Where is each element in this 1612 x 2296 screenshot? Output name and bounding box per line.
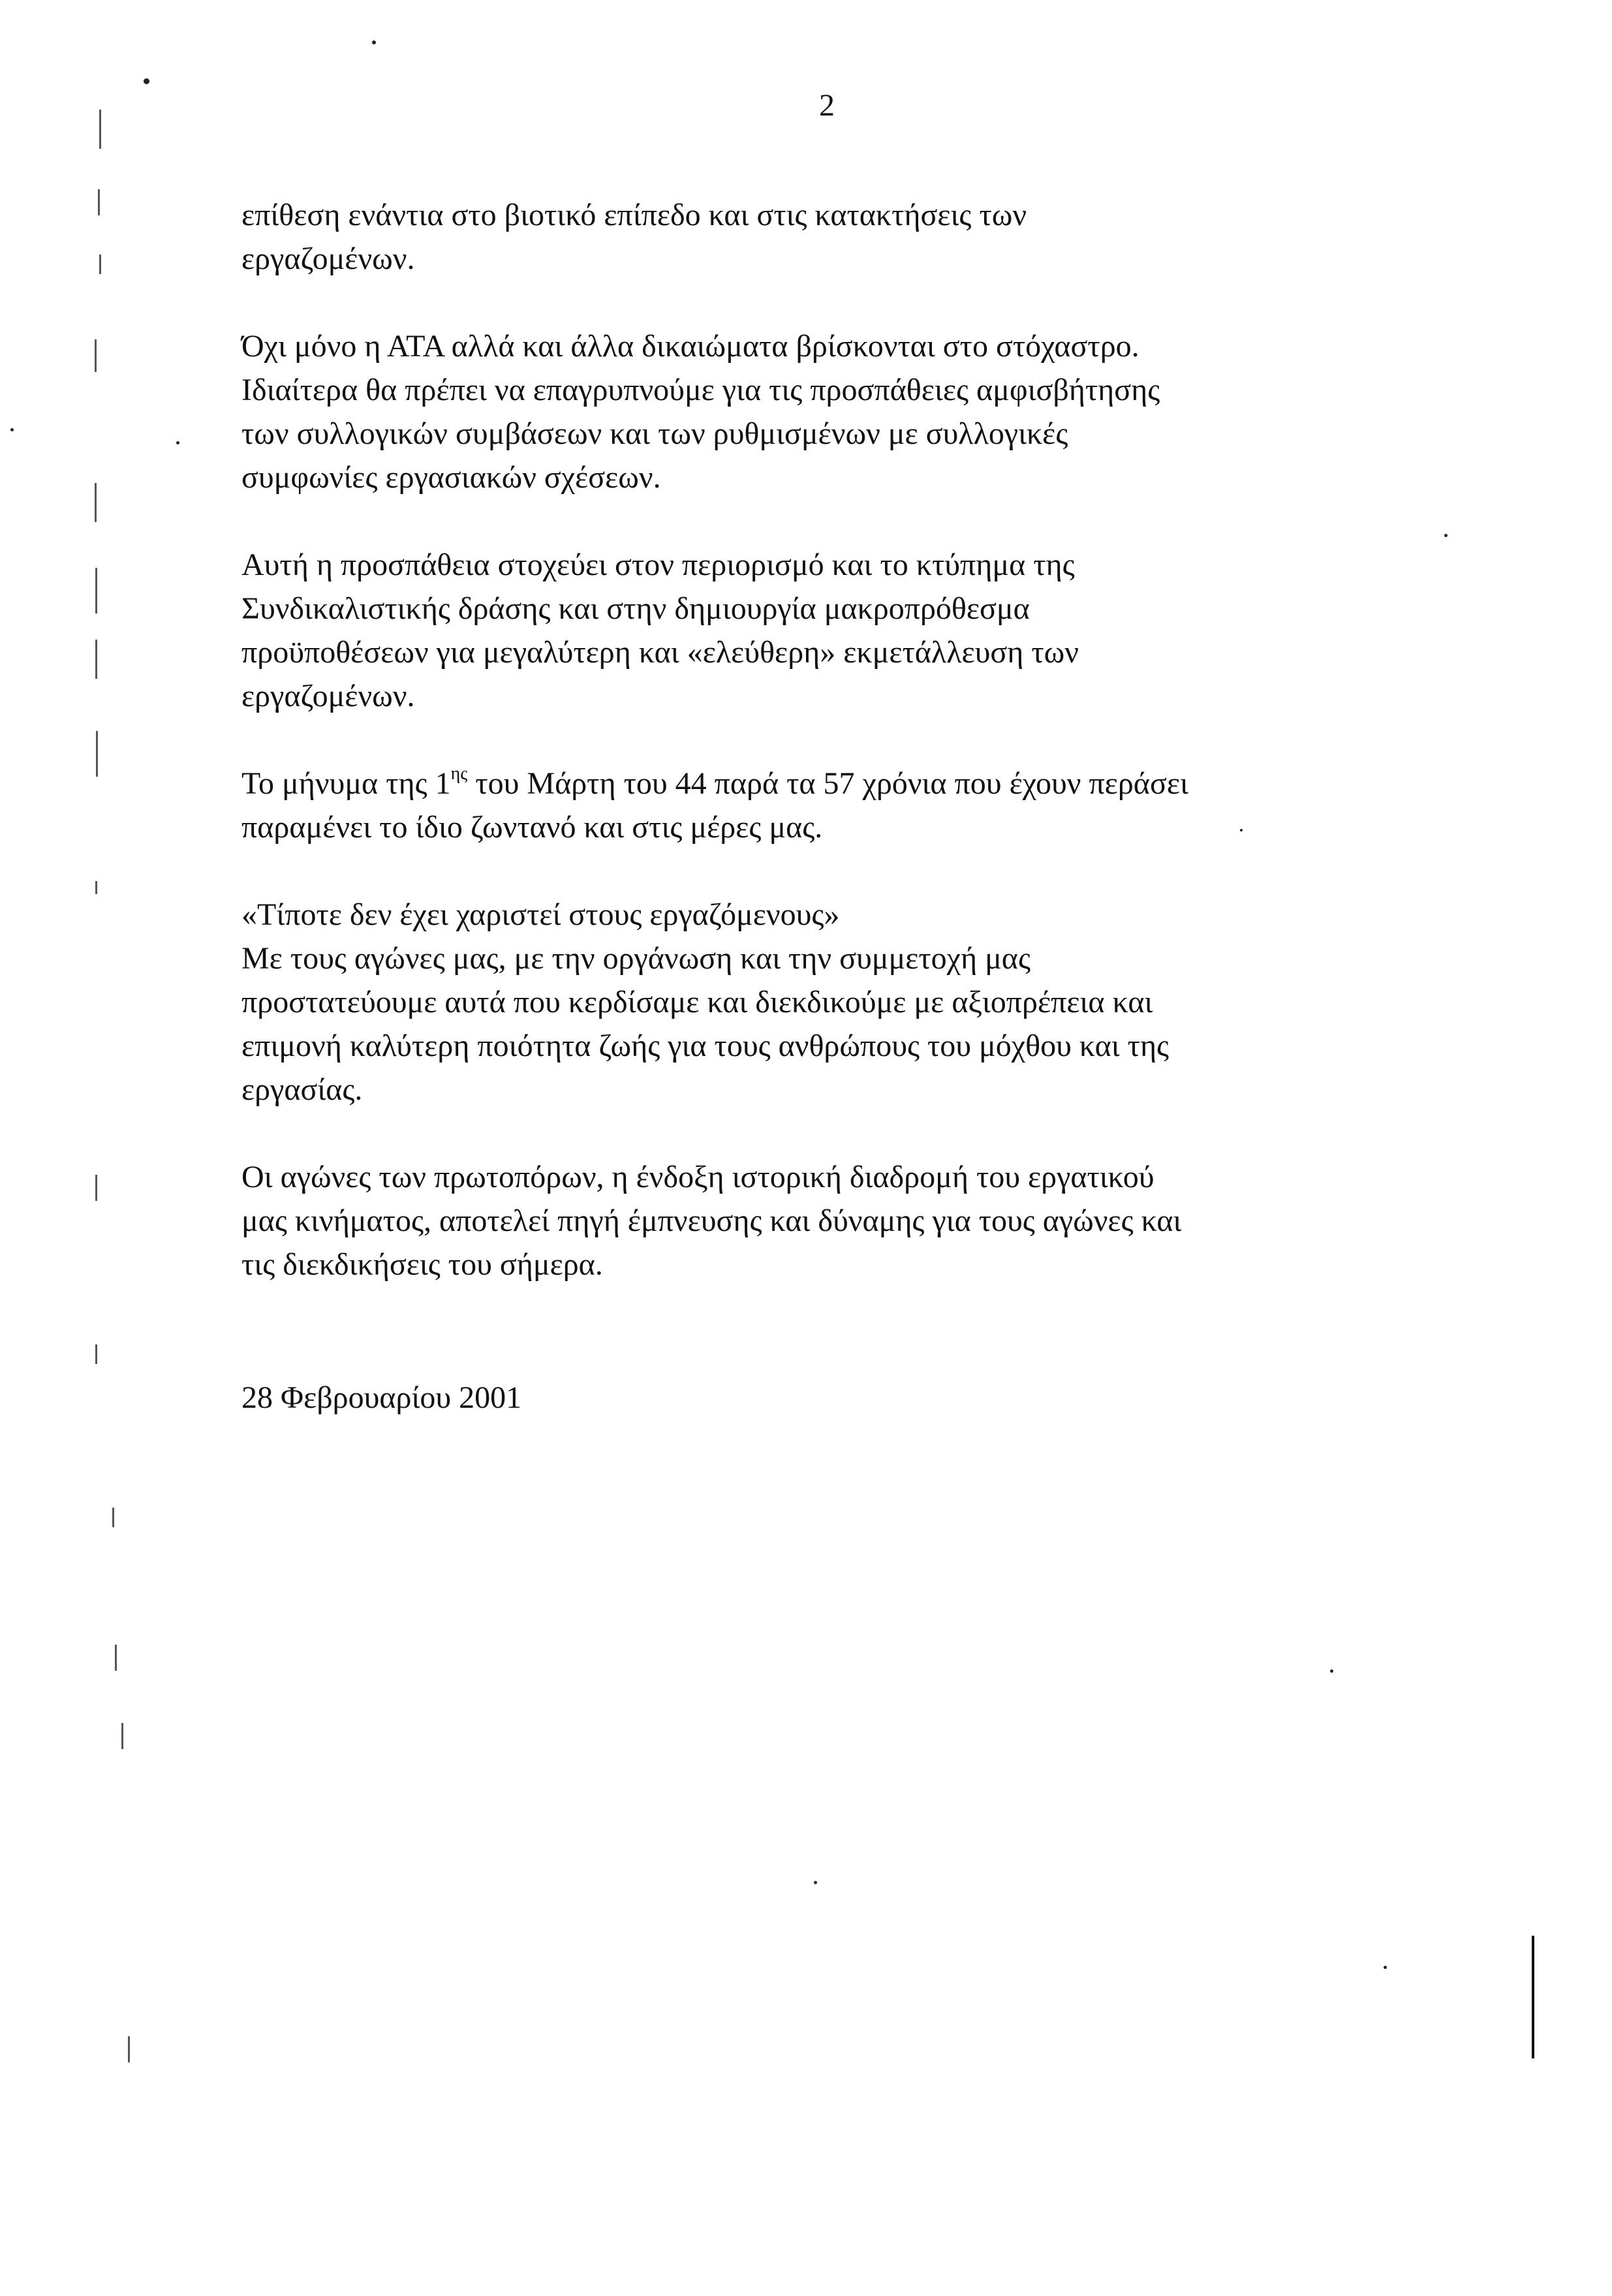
text-segment: του Μάρτη του 44 παρά τα 57 χρόνια που έχουν περάσει xyxy=(467,766,1188,801)
scan-margin-mark xyxy=(98,189,100,215)
paragraph-5 xyxy=(241,893,1442,1111)
quote-line: «Τίποτε δεν έχει χαριστεί στους εργαζόμενους» xyxy=(241,897,840,932)
scan-margin-mark xyxy=(112,1508,114,1527)
text-line: προϋποθέσεων για μεγαλύτερη και «ελεύθερη» εκμετάλλευση των xyxy=(241,635,1079,670)
scan-speck xyxy=(1330,1669,1333,1673)
scan-edge-line xyxy=(1532,1936,1534,2058)
scan-margin-mark xyxy=(96,731,98,777)
scan-speck xyxy=(1444,534,1448,537)
scan-margin-mark xyxy=(95,483,97,522)
text-line: προστατεύουμε αυτά που κερδίσαμε και διεκδικούμε με αξιοπρέπεια και xyxy=(241,985,1153,1019)
text-line-with-superscript xyxy=(241,762,1442,805)
text-line: επιμονή καλύτερη ποιότητα ζωής για τους ανθρώπους του μόχθου και της xyxy=(241,1029,1170,1063)
scan-speck xyxy=(10,428,14,431)
text-line: Όχι μόνο η ΑΤΑ αλλά και άλλα δικαιώματα βρίσκονται στο στόχαστρο. xyxy=(241,329,1139,364)
scan-speck xyxy=(1240,829,1243,831)
paragraph-2 xyxy=(241,324,1442,499)
text-line: Αυτή η προσπάθεια στοχεύει στον περιορισμό και το κτύπημα της xyxy=(241,548,1075,582)
scan-margin-mark xyxy=(128,2036,130,2062)
scan-margin-mark xyxy=(99,110,101,149)
text-line: εργασίας. xyxy=(241,1072,363,1107)
ordinal-superscript: ης xyxy=(450,764,468,784)
text-line: των συλλογικών συμβάσεων και των ρυθμισμένων με συλλογικές xyxy=(241,416,1068,451)
text-line: Με τους αγώνες μας, με την οργάνωση και την συμμετοχή μας xyxy=(241,941,1031,976)
scan-margin-mark xyxy=(115,1645,117,1671)
scan-speck xyxy=(814,1881,817,1884)
text-line: επίθεση ενάντια στο βιοτικό επίπεδο και στις κατακτήσεις των xyxy=(241,198,1027,232)
page-number: 2 xyxy=(819,88,835,123)
paragraph-3 xyxy=(241,543,1442,718)
paragraph-1 xyxy=(241,193,1442,281)
scan-margin-mark xyxy=(99,255,101,274)
text-line: τις διεκδικήσεις του σήμερα. xyxy=(241,1247,603,1282)
paragraph-4 xyxy=(241,762,1442,849)
scan-speck xyxy=(372,40,376,44)
paragraph-6 xyxy=(241,1155,1442,1286)
scan-speck xyxy=(176,441,179,444)
letter-date: 28 Φεβρουαρίου 2001 xyxy=(241,1380,522,1415)
letter-body xyxy=(241,193,1442,1330)
text-line: Συνδικαλιστικής δράσης και στην δημιουργία μακροπρόθεσμα xyxy=(241,591,1030,626)
scan-speck xyxy=(144,78,149,84)
scan-margin-mark xyxy=(95,640,97,679)
text-line: Ιδιαίτερα θα πρέπει να επαγρυπνούμε για τις προσπάθειες αμφισβήτησης xyxy=(241,373,1160,407)
text-line: Οι αγώνες των πρωτοπόρων, η ένδοξη ιστορική διαδρομή του εργατικού xyxy=(241,1160,1155,1194)
text-line: εργαζομένων. xyxy=(241,241,415,276)
scan-margin-mark xyxy=(95,568,97,613)
scan-margin-mark xyxy=(95,1175,97,1201)
scan-margin-mark xyxy=(121,1723,123,1749)
scan-speck xyxy=(1384,1966,1387,1969)
text-line: εργαζομένων. xyxy=(241,679,415,713)
text-line: παραμένει το ίδιο ζωντανό και στις μέρες μας. xyxy=(241,810,823,845)
text-segment: Το μήνυμα της 1 xyxy=(241,766,451,801)
scan-margin-mark xyxy=(95,1344,97,1364)
text-line: μας κινήματος, αποτελεί πηγή έμπνευσης και δύναμης για τους αγώνες και xyxy=(241,1203,1182,1238)
scan-margin-mark xyxy=(95,881,97,894)
text-line: συμφωνίες εργασιακών σχέσεων. xyxy=(241,460,661,495)
scan-margin-mark xyxy=(95,339,97,372)
